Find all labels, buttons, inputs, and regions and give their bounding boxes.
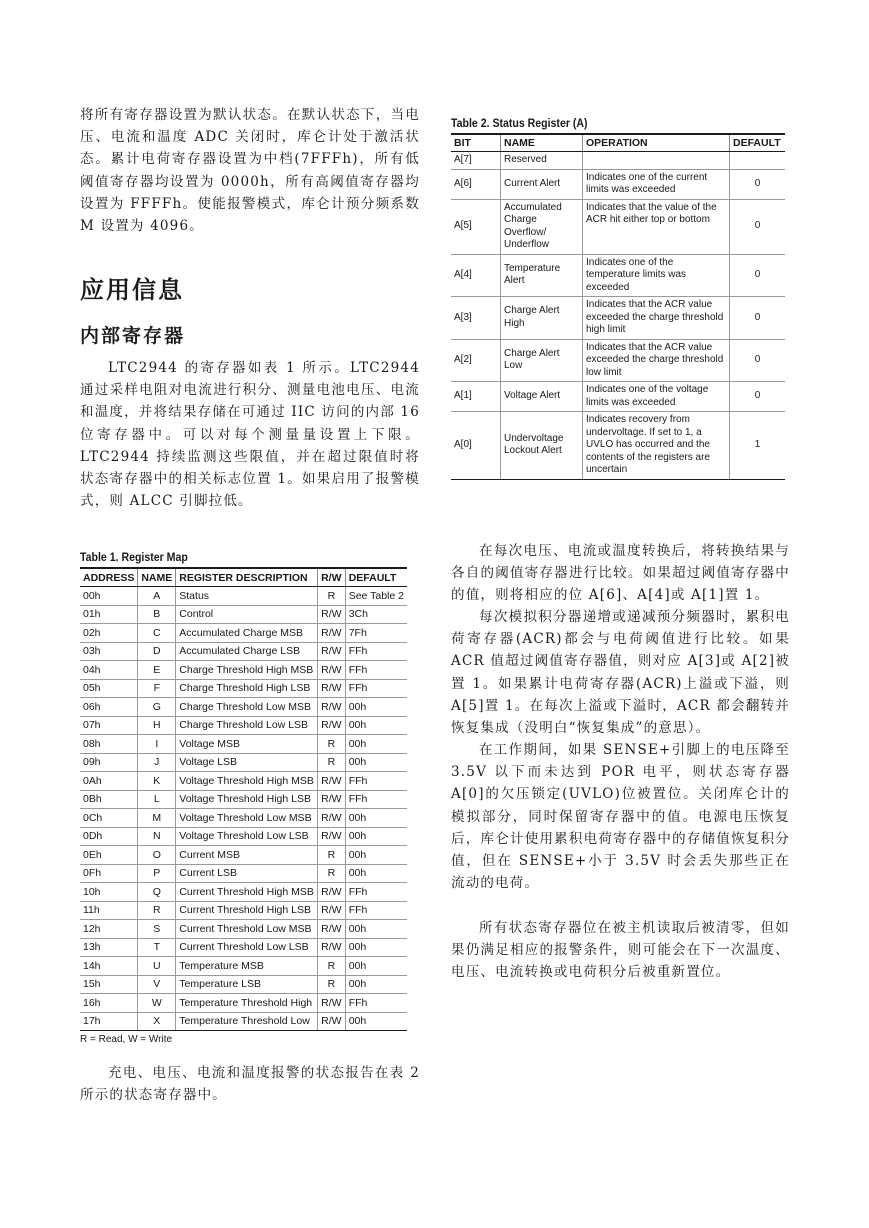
register-description-cell: Accumulated Charge MSB	[176, 624, 318, 643]
status-register-table	[451, 133, 785, 480]
table2-header-bit: BIT	[451, 134, 501, 152]
register-map-table	[80, 567, 407, 1031]
register-name-cell: W	[138, 994, 176, 1013]
register-default-cell: FFh	[345, 994, 407, 1013]
table1-footnote: R = Read, W = Write	[80, 1034, 173, 1045]
section-heading-application-info: 应用信息	[80, 276, 184, 304]
table-row	[80, 661, 407, 680]
register-address-cell: 0Dh	[80, 827, 138, 846]
register-description-cell: Voltage Threshold High LSB	[176, 790, 318, 809]
status-default-cell: 0	[730, 297, 786, 340]
register-name-cell: Q	[138, 883, 176, 902]
register-address-cell: 13h	[80, 938, 138, 957]
register-rw-cell: R/W	[318, 938, 346, 957]
register-default-cell: See Table 2	[345, 587, 407, 606]
table2-header-default: DEFAULT	[730, 134, 786, 152]
register-rw-cell: R/W	[318, 661, 346, 680]
table2-header-name: NAME	[501, 134, 583, 152]
register-rw-cell: R/W	[318, 827, 346, 846]
register-rw-cell: R/W	[318, 790, 346, 809]
register-description-cell: Temperature Threshold Low	[176, 1012, 318, 1031]
status-operation-cell: Indicates one of the current limits was exceeded	[583, 169, 730, 199]
register-default-cell: 7Fh	[345, 624, 407, 643]
register-default-cell: 00h	[345, 975, 407, 994]
status-bit-cell: A[0]	[451, 412, 501, 480]
register-name-cell: J	[138, 753, 176, 772]
table-row	[451, 152, 785, 170]
status-default-cell: 0	[730, 339, 786, 382]
register-name-cell: B	[138, 605, 176, 624]
register-description-cell: Voltage Threshold High MSB	[176, 772, 318, 791]
register-description-cell: Control	[176, 605, 318, 624]
status-bit-cell: A[1]	[451, 382, 501, 412]
table-row	[80, 624, 407, 643]
table-row	[80, 753, 407, 772]
status-name-cell: Reserved	[501, 152, 583, 170]
register-default-cell: FFh	[345, 642, 407, 661]
table-row	[451, 339, 785, 382]
register-rw-cell: R/W	[318, 624, 346, 643]
status-name-cell: Voltage Alert	[501, 382, 583, 412]
register-name-cell: C	[138, 624, 176, 643]
register-default-cell: 00h	[345, 753, 407, 772]
register-description-cell: Charge Threshold Low LSB	[176, 716, 318, 735]
register-default-cell: 00h	[345, 716, 407, 735]
register-rw-cell: R/W	[318, 716, 346, 735]
register-description-cell: Voltage Threshold Low MSB	[176, 809, 318, 828]
register-description-cell: Charge Threshold High MSB	[176, 661, 318, 680]
status-bit-cell: A[7]	[451, 152, 501, 170]
register-default-cell: 00h	[345, 864, 407, 883]
table-row	[80, 920, 407, 939]
table-row	[451, 169, 785, 199]
register-default-cell: 00h	[345, 846, 407, 865]
register-address-cell: 0Ah	[80, 772, 138, 791]
register-rw-cell: R/W	[318, 920, 346, 939]
register-name-cell: P	[138, 864, 176, 883]
register-default-cell: FFh	[345, 901, 407, 920]
register-description-cell: Current LSB	[176, 864, 318, 883]
status-name-cell: Accumulated Charge Overflow/ Underflow	[501, 199, 583, 254]
status-default-cell: 0	[730, 382, 786, 412]
status-bit-cell: A[2]	[451, 339, 501, 382]
status-default-cell: 1	[730, 412, 786, 480]
status-operation-cell: Indicates that the value of the ACR hit either top or bottom	[583, 199, 730, 254]
register-address-cell: 01h	[80, 605, 138, 624]
table2-body	[451, 152, 785, 480]
table-row	[451, 382, 785, 412]
table2-caption: Table 2. Status Register (A)	[451, 116, 588, 130]
register-description-cell: Temperature Threshold High	[176, 994, 318, 1013]
register-name-cell: K	[138, 772, 176, 791]
register-description-cell: Status	[176, 587, 318, 606]
register-description-cell: Current MSB	[176, 846, 318, 865]
register-rw-cell: R/W	[318, 994, 346, 1013]
register-name-cell: H	[138, 716, 176, 735]
register-name-cell: T	[138, 938, 176, 957]
register-name-cell: N	[138, 827, 176, 846]
table-row	[80, 938, 407, 957]
register-default-cell: 00h	[345, 957, 407, 976]
register-address-cell: 0Fh	[80, 864, 138, 883]
register-description-cell: Current Threshold High LSB	[176, 901, 318, 920]
register-rw-cell: R/W	[318, 1012, 346, 1031]
table-row	[80, 957, 407, 976]
register-description-cell: Voltage MSB	[176, 735, 318, 754]
table1-header-description: REGISTER DESCRIPTION	[176, 568, 318, 587]
table1-header-default: DEFAULT	[345, 568, 407, 587]
table-row	[80, 790, 407, 809]
register-name-cell: M	[138, 809, 176, 828]
table-row	[451, 254, 785, 297]
register-default-cell: FFh	[345, 790, 407, 809]
table2-header-operation: OPERATION	[583, 134, 730, 152]
register-address-cell: 11h	[80, 901, 138, 920]
threshold-compare-paragraph: 在每次电压、电流或温度转换后，将转换结果与各自的阈值寄存器进行比较。如果超过阈值寄存器中的值，则将相应的位 A[6]、A[4]或 A[1]置 1。	[451, 543, 790, 604]
status-name-cell: Charge Alert High	[501, 297, 583, 340]
status-operation-cell: Indicates that the ACR value exceeded the charge threshold high limit	[583, 297, 730, 340]
register-name-cell: V	[138, 975, 176, 994]
table1-caption: Table 1. Register Map	[80, 550, 188, 564]
register-address-cell: 0Bh	[80, 790, 138, 809]
clear-bits-paragraph: 所有状态寄存器位在被主机读取后被清零，但如果仍满足相应的报警条件，则可能会在下一次温度、电压、电流转换或电荷积分后被重新置位。	[451, 920, 790, 981]
table1-header-address: ADDRESS	[80, 568, 138, 587]
register-description-cell: Temperature LSB	[176, 975, 318, 994]
register-rw-cell: R/W	[318, 605, 346, 624]
register-address-cell: 05h	[80, 679, 138, 698]
table-row	[80, 827, 407, 846]
register-address-cell: 02h	[80, 624, 138, 643]
register-rw-cell: R/W	[318, 642, 346, 661]
status-name-cell: Undervoltage Lockout Alert	[501, 412, 583, 480]
status-name-cell: Temperature Alert	[501, 254, 583, 297]
status-bit-cell: A[3]	[451, 297, 501, 340]
register-default-cell: 00h	[345, 938, 407, 957]
table-row	[80, 587, 407, 606]
register-description-cell: Current Threshold Low LSB	[176, 938, 318, 957]
status-default-cell: 0	[730, 254, 786, 297]
register-description-cell: Current Threshold Low MSB	[176, 920, 318, 939]
status-default-cell: 0	[730, 199, 786, 254]
register-rw-cell: R	[318, 864, 346, 883]
register-default-cell: FFh	[345, 679, 407, 698]
register-default-cell: 00h	[345, 827, 407, 846]
status-name-cell: Charge Alert Low	[501, 339, 583, 382]
register-name-cell: I	[138, 735, 176, 754]
table-row	[80, 698, 407, 717]
table-row	[80, 846, 407, 865]
table1-body	[80, 587, 407, 1031]
register-rw-cell: R	[318, 587, 346, 606]
register-name-cell: X	[138, 1012, 176, 1031]
table-row	[80, 975, 407, 994]
table1-header-rw: R/W	[318, 568, 346, 587]
acr-paragraph: 每次模拟积分器递增或递减预分频器时，累积电荷寄存器(ACR)都会与电荷阈值进行比较。如果 ACR 值超过阈值寄存器值，则对应 A[3]或 A[2]被置 1。如果累计电荷寄存器(ACR)上溢或下溢，则 A[5]置 1。在每次上溢或下溢时，ACR 都会翻转并恢复集成（没明白“恢复集成”的意思）。	[451, 609, 790, 737]
status-operation-cell: Indicates one of the temperature limits was exceeded	[583, 254, 730, 297]
register-default-cell: 00h	[345, 809, 407, 828]
table-row	[80, 679, 407, 698]
register-name-cell: O	[138, 846, 176, 865]
register-address-cell: 12h	[80, 920, 138, 939]
register-rw-cell: R	[318, 735, 346, 754]
register-default-cell: 00h	[345, 920, 407, 939]
status-report-paragraph: 充电、电压、电流和温度报警的状态报告在表 2 所示的状态寄存器中。	[80, 1065, 420, 1104]
register-name-cell: D	[138, 642, 176, 661]
register-rw-cell: R/W	[318, 679, 346, 698]
register-rw-cell: R	[318, 846, 346, 865]
register-default-cell: FFh	[345, 772, 407, 791]
table-row	[80, 864, 407, 883]
status-operation-cell	[583, 152, 730, 170]
register-description-cell: Voltage LSB	[176, 753, 318, 772]
table-row	[80, 642, 407, 661]
status-operation-cell: Indicates one of the voltage limits was exceeded	[583, 382, 730, 412]
table-row	[451, 412, 785, 480]
table1-header-name: NAME	[138, 568, 176, 587]
register-name-cell: G	[138, 698, 176, 717]
register-address-cell: 0Ch	[80, 809, 138, 828]
uvlo-paragraph: 在工作期间，如果 SENSE+引脚上的电压降至 3.5V 以下而未达到 POR 电平，则状态寄存器 A[0]的欠压锁定(UVLO)位被置位。关闭库仑计的模拟部分，同时保留寄存器中的值。电源电压恢复后，库仑计使用累积电荷寄存器中的存储值恢复积分值，但在 SENSE+小于 3.5V 时会丢失那些正在流动的电荷。	[451, 742, 790, 892]
table1-header-row	[80, 568, 407, 587]
status-bit-cell: A[4]	[451, 254, 501, 297]
register-name-cell: A	[138, 587, 176, 606]
table-row	[80, 605, 407, 624]
register-default-cell: FFh	[345, 883, 407, 902]
register-rw-cell: R	[318, 753, 346, 772]
table-row	[451, 297, 785, 340]
register-description-cell: Charge Threshold Low MSB	[176, 698, 318, 717]
register-address-cell: 17h	[80, 1012, 138, 1031]
status-default-cell	[730, 152, 786, 170]
table2-header-row	[451, 134, 785, 152]
table-row	[80, 716, 407, 735]
table-row	[80, 772, 407, 791]
register-description-cell: Accumulated Charge LSB	[176, 642, 318, 661]
register-default-cell: 00h	[345, 698, 407, 717]
table-row	[80, 994, 407, 1013]
status-operation-cell: Indicates that the ACR value exceeded the charge threshold low limit	[583, 339, 730, 382]
subsection-heading-internal-registers: 内部寄存器	[80, 325, 186, 347]
register-rw-cell: R	[318, 957, 346, 976]
register-name-cell: U	[138, 957, 176, 976]
register-description-cell: Current Threshold High MSB	[176, 883, 318, 902]
register-address-cell: 00h	[80, 587, 138, 606]
register-name-cell: E	[138, 661, 176, 680]
status-bit-cell: A[6]	[451, 169, 501, 199]
register-default-cell: FFh	[345, 661, 407, 680]
register-address-cell: 04h	[80, 661, 138, 680]
table-row	[451, 199, 785, 254]
intro-paragraph: 将所有寄存器设置为默认状态。在默认状态下，当电压、电流和温度 ADC 关闭时，库仑计处于激活状态。累计电荷寄存器设置为中档(7FFFh)，所有低阈值寄存器均设置为 0000h，所有高阈值寄存器均设置为 FFFFh。使能报警模式，库仑计预分频系数 M 设置为 4096。	[80, 107, 420, 235]
registers-paragraph: LTC2944 的寄存器如表 1 所示。LTC2944 通过采样电阻对电流进行积分、测量电池电压、电流和温度，并将结果存储在可通过 IIC 访问的内部 16 位寄存器中。可以对每个测量量设置上下限。LTC2944 持续监测这些限值，并在超过限值时将状态寄存器中的相关标志位置 1。如果启用了报警模式，则 ALCC 引脚拉低。	[80, 360, 420, 510]
table-row	[80, 1012, 407, 1031]
status-default-cell: 0	[730, 169, 786, 199]
register-description-cell: Voltage Threshold Low LSB	[176, 827, 318, 846]
register-address-cell: 07h	[80, 716, 138, 735]
register-description-cell: Charge Threshold High LSB	[176, 679, 318, 698]
register-address-cell: 15h	[80, 975, 138, 994]
register-address-cell: 16h	[80, 994, 138, 1013]
register-default-cell: 00h	[345, 1012, 407, 1031]
register-address-cell: 09h	[80, 753, 138, 772]
register-default-cell: 00h	[345, 735, 407, 754]
status-bit-cell: A[5]	[451, 199, 501, 254]
register-rw-cell: R/W	[318, 772, 346, 791]
register-rw-cell: R/W	[318, 883, 346, 902]
register-name-cell: F	[138, 679, 176, 698]
register-rw-cell: R/W	[318, 698, 346, 717]
register-address-cell: 08h	[80, 735, 138, 754]
register-name-cell: R	[138, 901, 176, 920]
table-row	[80, 883, 407, 902]
table-row	[80, 901, 407, 920]
status-operation-cell: Indicates recovery from undervoltage. If set to 1, a UVLO has occurred and the contents of the registers are uncertain	[583, 412, 730, 480]
register-rw-cell: R	[318, 975, 346, 994]
table-row	[80, 735, 407, 754]
register-address-cell: 03h	[80, 642, 138, 661]
register-rw-cell: R/W	[318, 901, 346, 920]
table-row	[80, 809, 407, 828]
register-address-cell: 10h	[80, 883, 138, 902]
register-default-cell: 3Ch	[345, 605, 407, 624]
register-name-cell: L	[138, 790, 176, 809]
register-description-cell: Temperature MSB	[176, 957, 318, 976]
status-name-cell: Current Alert	[501, 169, 583, 199]
register-address-cell: 14h	[80, 957, 138, 976]
register-address-cell: 0Eh	[80, 846, 138, 865]
register-name-cell: S	[138, 920, 176, 939]
register-address-cell: 06h	[80, 698, 138, 717]
register-rw-cell: R/W	[318, 809, 346, 828]
